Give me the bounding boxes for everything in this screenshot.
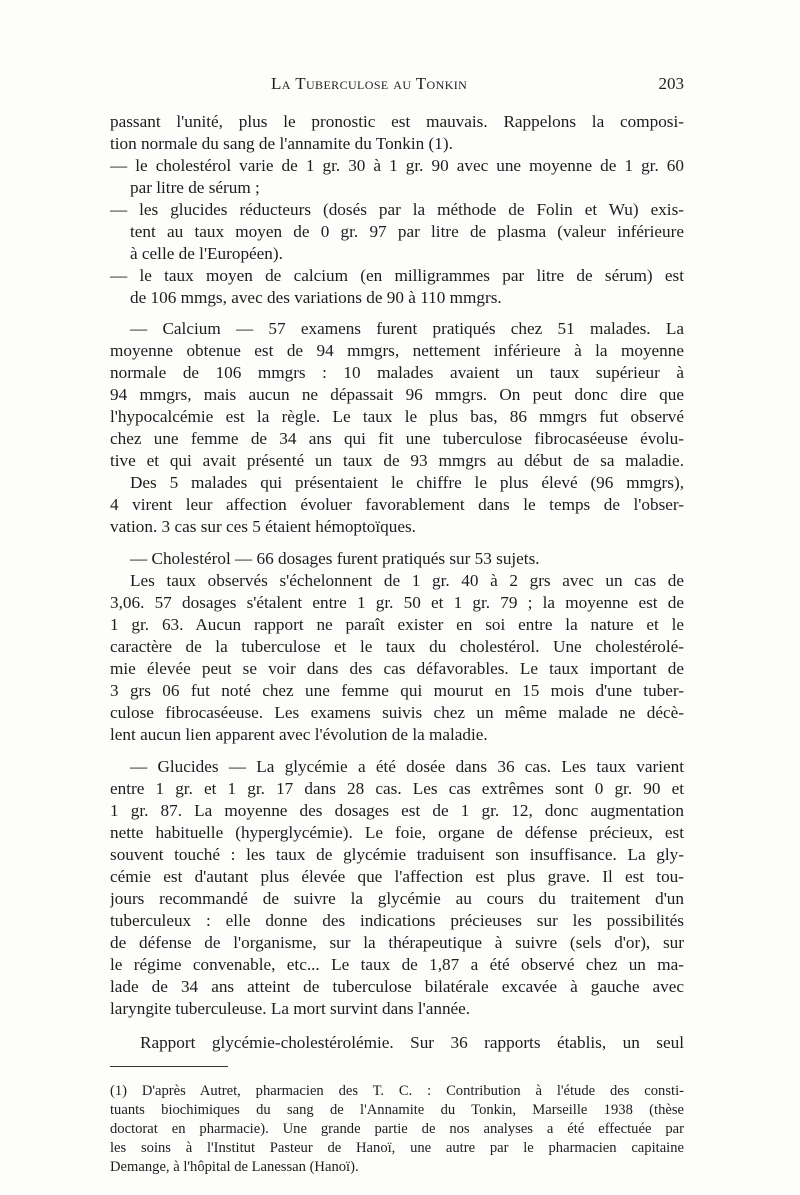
footnote-line: Demange, à l'hôpital de Lanessan (Hanoï). [110, 1159, 359, 1175]
text-line: le régime convenable, etc... Le taux de 1,87 a été observé chez un ma- [110, 955, 684, 974]
text-line: chez une femme de 34 ans qui fit une tuberculose fibrocaséeuse évolu- [110, 429, 684, 448]
text-line: entre 1 gr. et 1 gr. 17 dans 28 cas. Les cas extrêmes sont 0 gr. 90 et [110, 779, 684, 798]
text-line: de défense de l'organisme, sur la thérapeutique à suivre (sels d'or), sur [110, 933, 684, 952]
text-line: à celle de l'Européen). [130, 244, 283, 263]
text-line: tent au taux moyen de 0 gr. 97 par litre de plasma (valeur inférieure [130, 222, 684, 241]
text-line: 3,06. 57 dosages s'étalent entre 1 gr. 50 et 1 gr. 79 ; la moyenne est de [110, 593, 684, 612]
text-line: normale de 106 mmgrs : 10 malades avaient un taux supérieur à [110, 363, 684, 382]
footnote-separator [110, 1066, 228, 1067]
text-line: — Calcium — 57 examens furent pratiqués chez 51 malades. La [130, 319, 684, 338]
body-text [110, 111, 684, 1177]
text-line: — les glucides réducteurs (dosés par la méthode de Folin et Wu) exis- [110, 200, 684, 219]
text-line: cémie est d'autant plus élevée que l'affection est plus grave. Il est tou- [110, 867, 684, 886]
text-line: par litre de sérum ; [130, 178, 260, 197]
text-line: — le cholestérol varie de 1 gr. 30 à 1 gr. 90 avec une moyenne de 1 gr. 60 [110, 156, 684, 175]
text-line: — Glucides — La glycémie a été dosée dans 36 cas. Les taux varient [130, 757, 684, 776]
page-number: 203 [658, 74, 684, 93]
text-line: 1 gr. 87. La moyenne des dosages est de 1 gr. 12, donc augmentation [110, 801, 684, 820]
running-title: La Tuberculose au Tonkin [271, 74, 468, 93]
text-line: mie élevée peut se voir dans des cas défavorables. Le taux important de [110, 659, 684, 678]
text-line: souvent touché : les taux de glycémie traduisent son insuffisance. La gly- [110, 845, 684, 864]
footnote-line: les soins à l'Institut Pasteur de Hanoï, une autre par le pharmacien capitaine [110, 1140, 684, 1156]
text-line: — le taux moyen de calcium (en milligrammes par litre de sérum) est [110, 266, 684, 285]
text-line: vation. 3 cas sur ces 5 étaient hémoptoïques. [110, 517, 416, 536]
text-line: lent aucun lien apparent avec l'évolution de la maladie. [110, 725, 488, 744]
text-line: Les taux observés s'échelonnent de 1 gr. 40 à 2 grs avec un cas de [130, 571, 684, 590]
text-line: 1 gr. 63. Aucun rapport ne paraît exister en soi entre la nature et le [110, 615, 684, 634]
footnote [110, 1082, 684, 1177]
text-line: l'hypocalcémie est la règle. Le taux le plus bas, 86 mmgrs fut observé [110, 407, 684, 426]
footnote-line: (1) D'après Autret, pharmacien des T. C. : Contribution à l'étude des consti- [110, 1083, 684, 1099]
text-line: jours recommandé de suivre la glycémie au cours du traitement d'un [110, 889, 684, 908]
text-line: 94 mmgrs, mais aucun ne dépassait 96 mmgrs. On peut donc dire que [110, 385, 684, 404]
text-line: de 106 mmgs, avec des variations de 90 à 110 mmgrs. [130, 288, 502, 307]
text-line: lade de 34 ans atteint de tuberculose bilatérale excavée à gauche avec [110, 977, 684, 996]
text-line: Rapport glycémie-cholestérolémie. Sur 36 rapports établis, un seul [140, 1033, 684, 1052]
text-line: Des 5 malades qui présentaient le chiffre le plus élevé (96 mmgrs), [130, 473, 684, 492]
page-header [110, 74, 684, 100]
text-line: 4 virent leur affection évoluer favorablement dans le temps de l'obser- [110, 495, 684, 514]
text-line: moyenne obtenue est de 94 mmgrs, nettement inférieure à la moyenne [110, 341, 684, 360]
text-line: laryngite tuberculeuse. La mort survint dans l'année. [110, 999, 471, 1018]
footnote-line: doctorat en pharmacie). Une grande partie de nos analyses a été effectuée par [110, 1121, 684, 1137]
footnote-line: tuants biochimiques du sang de l'Annamite du Tonkin, Marseille 1938 (thèse [110, 1102, 684, 1118]
text-line: — Cholestérol — 66 dosages furent pratiqués sur 53 sujets. [130, 549, 540, 568]
text-line: culose fibrocaséeuse. Les examens suivis chez un même malade ne décè- [110, 703, 684, 722]
text-line: tuberculeux : elle donne des indications précieuses sur les possibilités [110, 911, 684, 930]
text-line: passant l'unité, plus le pronostic est mauvais. Rappelons la composi- [110, 112, 684, 131]
text-line: caractère de la tuberculose et le taux du cholestérol. Une cholestérolé- [110, 637, 684, 656]
text-line: tion normale du sang de l'annamite du Tonkin (1). [110, 134, 453, 153]
text-line: tive et qui avait présenté un taux de 93 mmgrs au début de sa maladie. [110, 451, 684, 470]
text-line: nette habituelle (hyperglycémie). Le foie, organe de défense précieux, est [110, 823, 684, 842]
text-line: 3 grs 06 fut noté chez une femme qui mourut en 15 mois d'une tuber- [110, 681, 684, 700]
